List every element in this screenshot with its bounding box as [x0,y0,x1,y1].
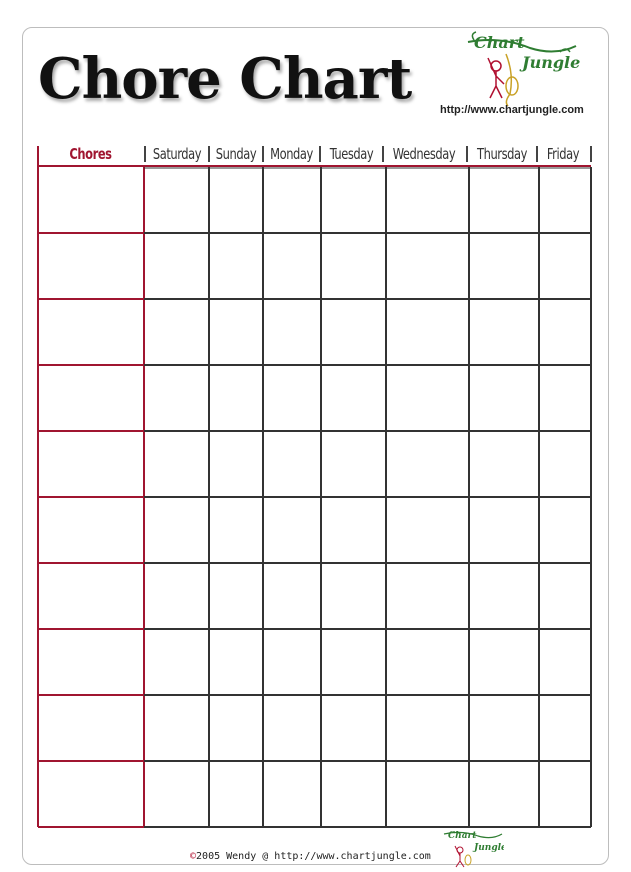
header-sunday: Sunday [215,145,257,163]
footer-copyright [190,851,431,862]
header-friday: Friday [546,145,580,163]
logo-word-jungle: Jungle [522,53,580,72]
website-url[interactable]: http://www.chartjungle.com [440,104,584,116]
header-thursday: Thursday [477,145,527,163]
footer-text: 2005 Wendy @ http://www.chartjungle.com [196,851,431,862]
monkey-on-vine-icon [442,828,504,868]
header-chores: Chores [69,145,112,163]
header-monday: Monday [270,145,313,163]
small-logo-word-chart: Chart [448,831,477,841]
logo-word-chart: Chart [474,33,525,52]
page-title: Chore Chart [38,46,412,112]
header-saturday: Saturday [152,145,202,163]
header-wednesday: Wednesday [392,145,456,163]
chartjungle-small-logo[interactable] [442,828,504,868]
copyright-symbol: © [190,851,197,862]
small-logo-word-jungle: Jungle [474,843,504,853]
header-tuesday: Tuesday [329,145,374,163]
